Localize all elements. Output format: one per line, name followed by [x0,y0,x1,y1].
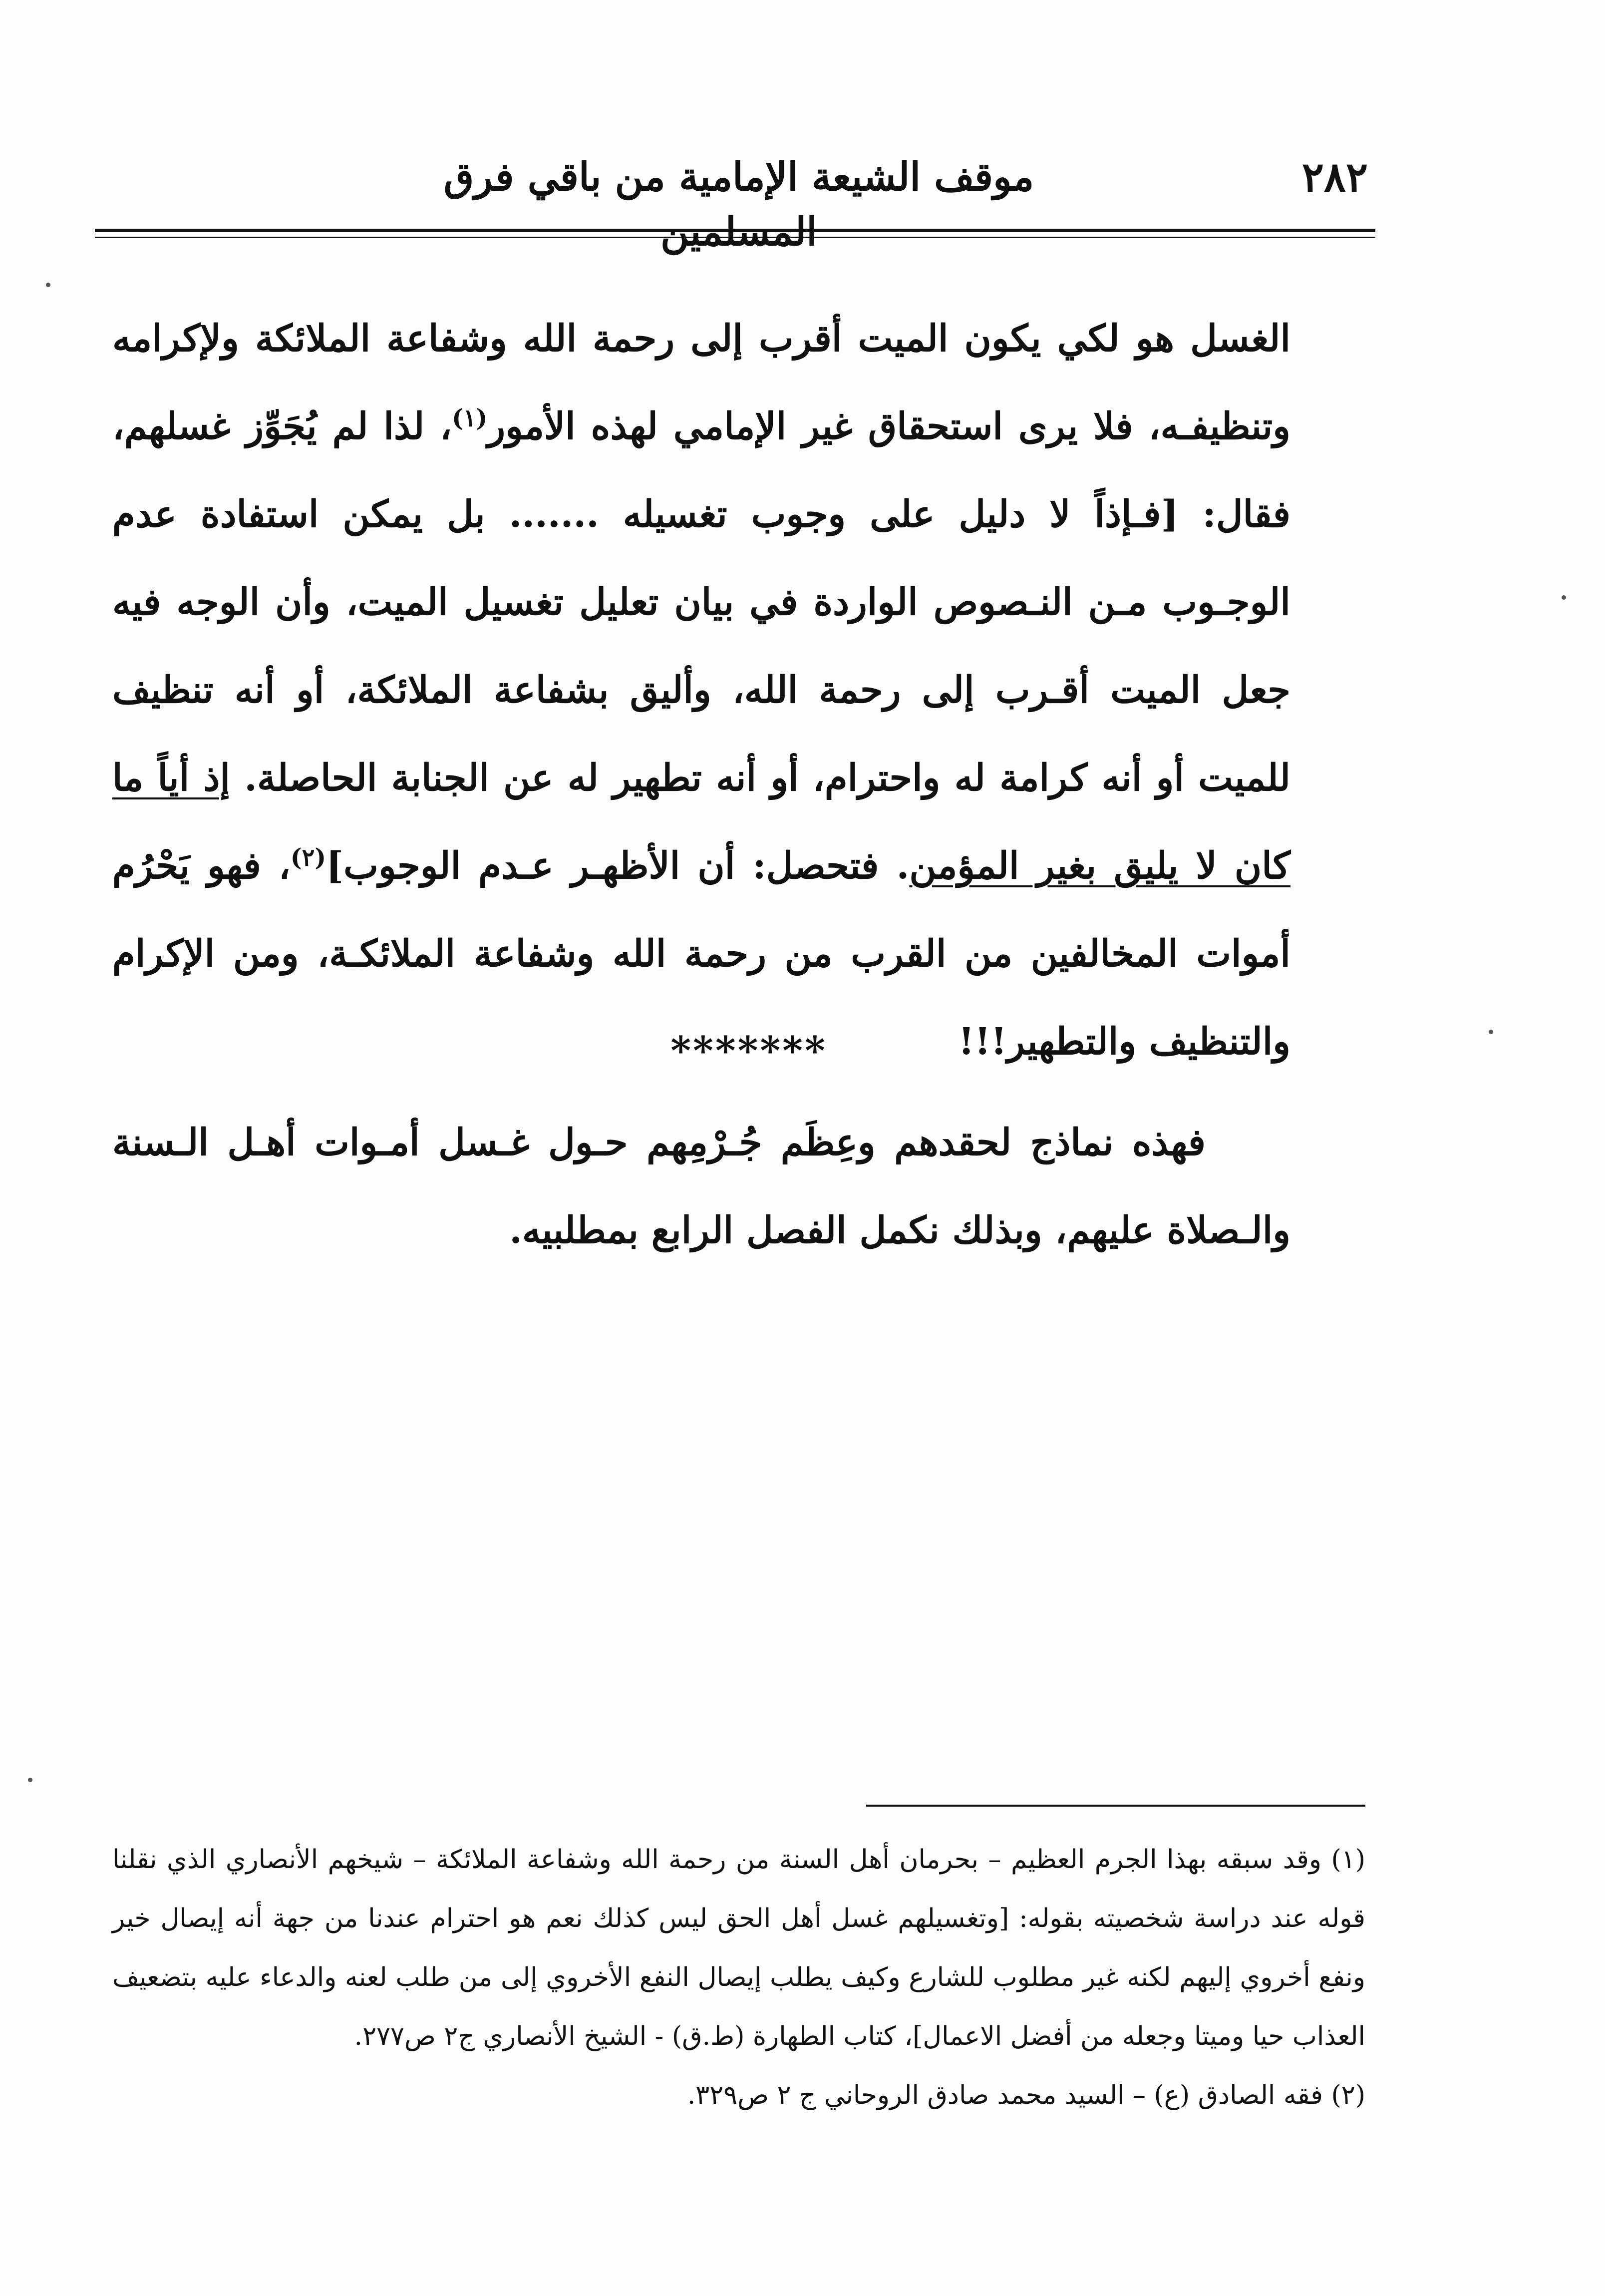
closing-paragraph [112,1099,1290,1274]
footnote-1: (١) وقد سبقه بهذا الجرم العظيم – بحرمان أهل السنة من رحمة الله وشفاعة الملائكة – شيخهم الأنصاري الذي نقلنا قوله عند دراسة شخصيته بقوله: [وتغسيلهم غسل أهل الحق ليس كذلك نعم هو احترام عندنا من جهة أنه إيصال خير ونفع أخروي إليهم لكنه غير مطلوب للشارع وكيف يطلب إيصال النفع الأخروي إلى من طلب لعنه والدعاء عليه بتضعيف العذاب حيا وميتا وجعله من أفضل الاعمال]، كتاب الطهارة (ط.ق) - الشيخ الأنصاري ج٢ ص٢٧٧. [112,1845,1365,2051]
section-separator: ******* [670,1028,827,1074]
scan-speck [28,1778,32,1782]
underlined-phrase: إذ أياً ما كان لا يليق بغير المؤمن [112,757,1290,887]
text-run: ، لذا لم يُجَوِّز غسلهم، فقال: [فـإذاً لا دليل على وجوب تغسيله ....... بل يمكن استفادة عدم الوجـوب مـن النـصوص الواردة في بيان تعليل تغسيل الميت، وأن الوجه فيه جعل الميت أقـرب إلى رحمة الله، وأليق بشفاعة الملائكة، أو أنه تنظيف للميت أو أنه كرامة له واحترام، أو أنه تطهير له عن الجنابة الحاصلة. [112,405,1291,799]
scan-speck [1489,1030,1493,1034]
running-header-title: موقف الشيعة الإمامية من باقي فرق [443,154,1034,200]
closing-text: فهذه نماذج لحقدهم وعِظَم جُـرْمِهم حـول غـسل أمـوات أهـل الـسنة والـصلاة عليهم، وبذلك نكمل الفصل الرابع بمطلبيه. [112,1121,1290,1252]
text-run: ، فهو يَحْرُم أموات المخالفين من القرب من رحمة الله وشفاعة الملائكـة، ومن الإكرام والتنظيف والتطهير!!! [112,844,1290,1063]
text-run: . فتحصل: أن الأظهـر عـدم الوجوب] [326,844,910,887]
footnote-2: (٢) فقه الصادق (ع) – السيد محمد صادق الروحاني ج ٢ ص٣٢٩. [687,2080,1365,2110]
paragraph-1 [112,295,1290,1086]
scan-speck [46,283,50,287]
header-rule-thin [95,237,1375,238]
main-paragraph [112,295,1290,1086]
page-number: ٢٨٢ [1301,153,1368,201]
scan-speck [1562,595,1566,600]
footnote-ref-1: (١) [452,404,488,432]
header-rule-thick [95,229,1375,232]
footnote-ref-2: (٢) [290,843,326,872]
text-run: الغسل هو لكي يكون الميت أقرب إلى رحمة الله وشفاعة الملائكة ولإكرامه وتنظيفـه، فلا يرى استحقاق غير الإمامي لهذه الأمور [112,317,1290,448]
footnotes [112,1830,1365,2125]
footnote-divider [866,1805,1365,1807]
